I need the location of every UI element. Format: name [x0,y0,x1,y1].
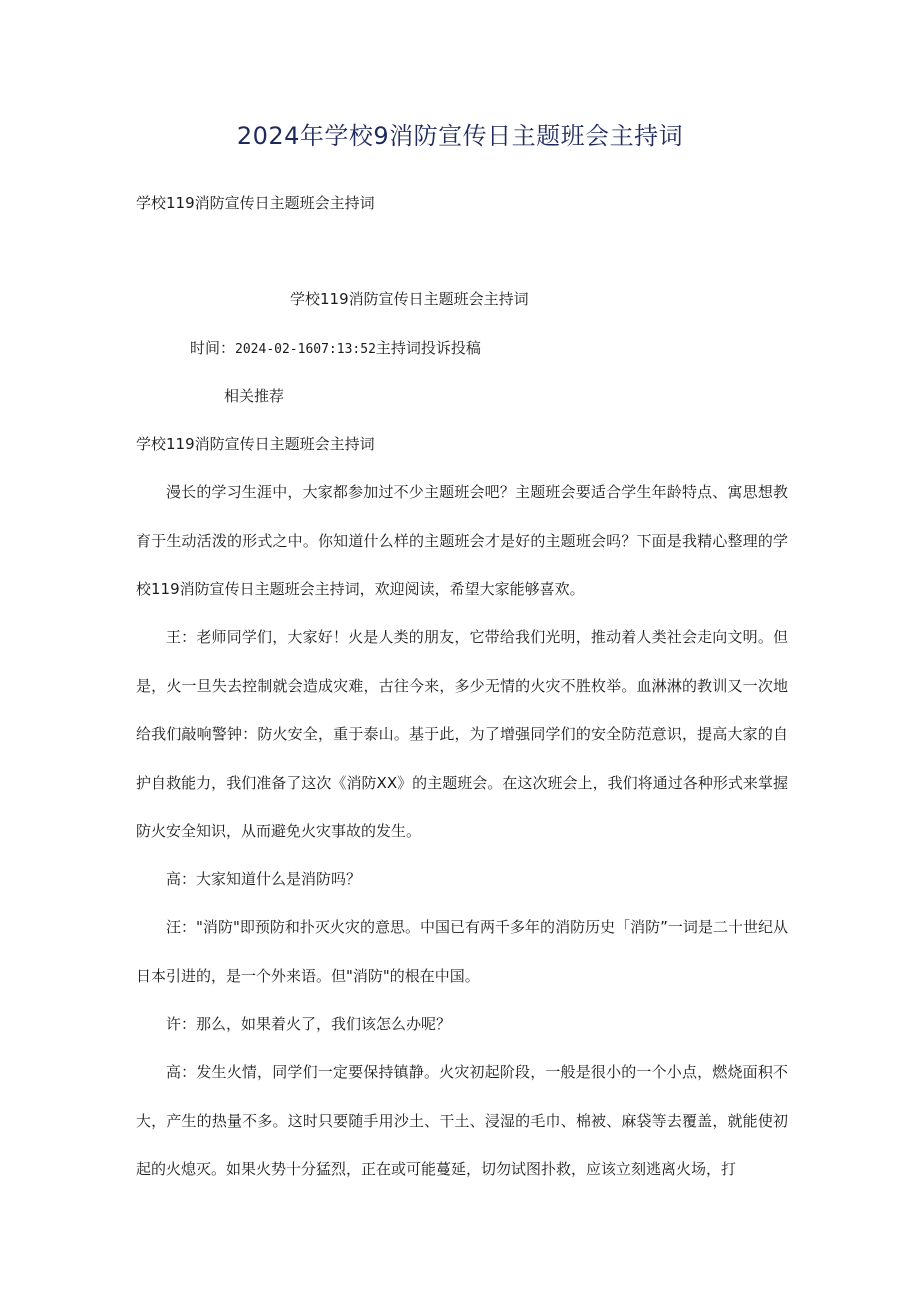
meta-label: 时间： [190,339,236,357]
document-title: 2024年学校9消防宣传日主题班会主持词 [236,122,684,150]
article-title: 学校119消防宣传日主题班会主持词 [290,290,529,308]
article-meta [190,338,481,360]
paragraph-intro: 漫长的学习生涯中，大家都参加过不少主题班会吧？主题班会要适合学生年龄特点、寓思想教育于生动活泼的形式之中。你知道什么样的主题班会才是好的主题班会吗？下面是我精心整理的学校119消防宣传日主题班会主持词，欢迎阅读，希望大家能够喜欢。 [136,483,788,598]
paragraph-wang: 王：老师同学们，大家好！火是人类的朋友，它带给我们光明，推动着人类社会走向文明。但是，火一旦失去控制就会造成灾难，古往今来，多少无情的火灾不胜枚举。血淋淋的教训又一次地给我们敲响警钟：防火安全，重于泰山。基于此，为了增强同学们的安全防范意识，提高大家的自护自救能力，我们准备了这次《消防XX》的主题班会。在这次班会上，我们将通过各种形式来掌握防火安全知识，从而避免火灾事故的发生。 [136,628,788,840]
paragraph-wang-answer: 汪："消防"即预防和扑灭火灾的意思。中国已有两千多年的消防历史「消防”一词是二十世纪从日本引进的，是一个外来语。但"消防"的根在中国。 [136,918,788,985]
related-link[interactable]: 学校119消防宣传日主题班会主持词 [136,435,375,453]
related-label: 相关推荐 [224,387,285,405]
meta-datetime: 2024-02-1607:13:52 [235,342,376,357]
paragraph-xu-question: 许：那么，如果着火了，我们该怎么办呢？ [166,1015,452,1033]
paragraph-gao-answer: 高：发生火情，同学们一定要保持镇静。火灾初起阶段，一般是很小的一个小点，燃烧面积不大，产生的热量不多。这时只要随手用沙土、干土、浸湿的毛巾、棉被、麻袋等去覆盖，就能使初起的火熄灭。如果火势十分猛烈，正在或可能蔓延，切勿试图扑救，应该立刻逃离火场，打 [136,1063,788,1178]
paragraph-gao-question: 高：大家知道什么是消防吗？ [166,870,362,888]
meta-tail: 主持词投诉投稿 [375,339,481,357]
document-subtitle: 学校119消防宣传日主题班会主持词 [136,194,375,212]
